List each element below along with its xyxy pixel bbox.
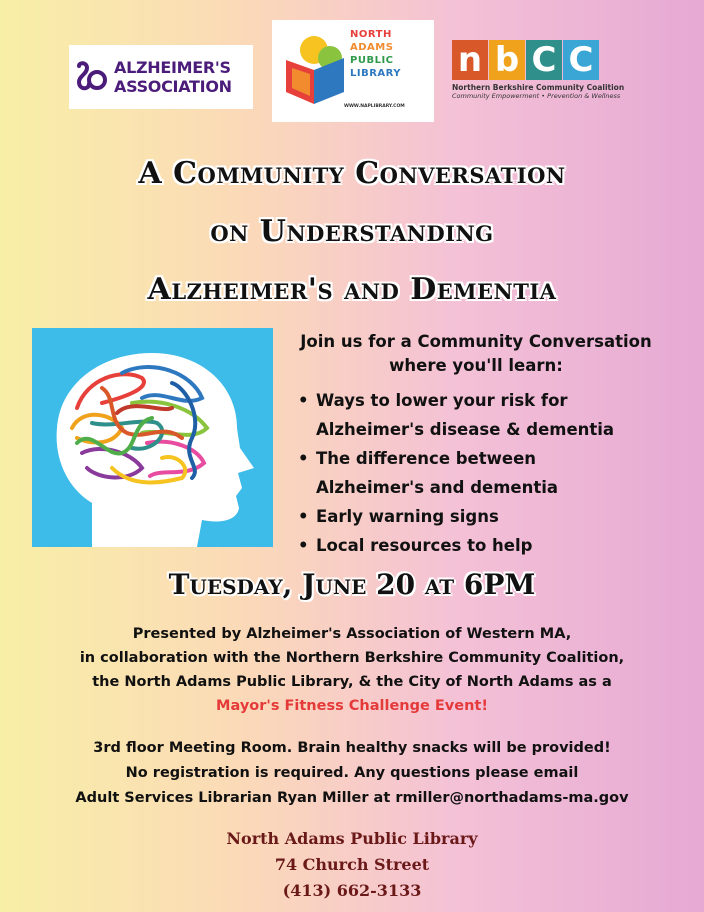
details-line-1: 3rd floor Meeting Room. Brain healthy snacks will be provided! bbox=[93, 740, 611, 756]
nbcc-tagline: Community Empowerment • Prevention & Wellness bbox=[452, 92, 621, 100]
presented-line-2: in collaboration with the Northern Berkshire Community Coalition, bbox=[79, 650, 625, 666]
presented-line-3: the North Adams Public Library, & the City of North Adams as a bbox=[92, 674, 612, 690]
nbcc-subtitle: Northern Berkshire Community Coalition bbox=[452, 83, 625, 92]
address-name: North Adams Public Library bbox=[226, 829, 478, 848]
details-line-3: Adult Services Librarian Ryan Miller at rmiller@northadams-ma.gov bbox=[75, 790, 629, 806]
nbcc-logo bbox=[452, 40, 632, 114]
library-logo-line4: LIBRARY bbox=[350, 68, 402, 79]
title-line-2: on Understanding bbox=[210, 214, 494, 249]
logo-bar bbox=[0, 20, 704, 125]
alz-logo-line2: ASSOCIATION bbox=[114, 77, 232, 96]
library-logo-line3: PUBLIC bbox=[350, 55, 394, 66]
event-date: Tuesday, June 20 at 6PM bbox=[168, 568, 536, 601]
event-details bbox=[0, 736, 704, 811]
address-street: 74 Church Street bbox=[274, 855, 430, 874]
nbcc-letter-n: n bbox=[452, 40, 488, 80]
topics-list bbox=[298, 386, 678, 560]
nbcc-letter-c2: C bbox=[563, 40, 599, 80]
head-brain-icon bbox=[32, 328, 273, 547]
intro-text bbox=[286, 330, 666, 378]
book-icon bbox=[278, 30, 358, 112]
nbcc-letter-c1: C bbox=[526, 40, 562, 80]
presented-by bbox=[0, 622, 704, 718]
presented-line-1: Presented by Alzheimer's Association of Western MA, bbox=[132, 626, 572, 642]
intro-line-1: Join us for a Community Conversation bbox=[300, 332, 652, 351]
library-logo-line1: NORTH bbox=[350, 29, 392, 40]
alz-logo-line1: ALZHEIMER'S bbox=[114, 58, 231, 77]
library-address bbox=[0, 826, 704, 904]
library-url: WWW.NAPLIBRARY.COM bbox=[344, 104, 405, 109]
alzheimers-purple-icon bbox=[73, 60, 111, 94]
library-logo bbox=[272, 20, 434, 122]
address-phone: (413) 662-3133 bbox=[282, 881, 422, 900]
list-item: • The difference between Alzheimer's and dementia bbox=[298, 444, 578, 502]
title-line-1: A Community Conversation bbox=[138, 156, 566, 191]
title-line-3: Alzheimer's and Dementia bbox=[147, 272, 557, 307]
alzheimers-association-logo bbox=[69, 45, 253, 109]
library-logo-line2: ADAMS bbox=[350, 42, 394, 53]
list-item: • Early warning signs bbox=[298, 502, 678, 531]
presented-line-4: Mayor's Fitness Challenge Event! bbox=[216, 698, 488, 714]
intro-line-2: where you'll learn: bbox=[389, 356, 563, 375]
nbcc-letter-b: b bbox=[489, 40, 525, 80]
details-line-2: No registration is required. Any questions please email bbox=[125, 765, 579, 781]
list-item: • Local resources to help bbox=[298, 531, 678, 560]
list-item: • Ways to lower your risk for Alzheimer's disease & dementia bbox=[298, 386, 643, 444]
brain-illustration bbox=[32, 328, 273, 547]
